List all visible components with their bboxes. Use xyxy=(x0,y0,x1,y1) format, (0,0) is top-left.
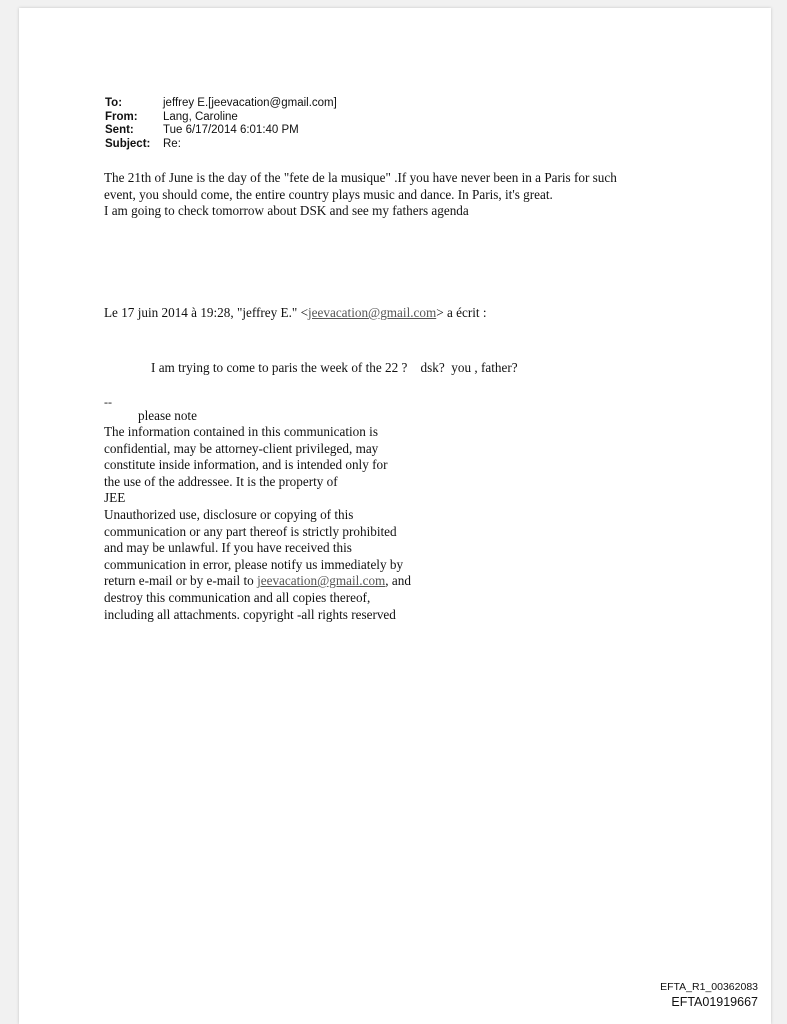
notify-prefix: return e-mail or by e-mail to xyxy=(104,573,258,589)
disclaimer-line xyxy=(104,573,411,590)
quote-attribution xyxy=(104,305,487,322)
disclaimer-line: confidential, may be attorney-client privileged, may xyxy=(104,440,379,456)
body-line: I am going to check tomorrow about DSK and see my fathers agenda xyxy=(104,203,469,219)
bates-id-primary: EFTA_R1_00362083 xyxy=(660,981,758,993)
quoted-message: I am trying to come to paris the week of the 22 ? dsk? you , father? xyxy=(151,360,518,375)
body-line: The 21th of June is the day of the "fete de la musique" .If you have never been in a Paris for such xyxy=(104,170,617,185)
disclaimer-line: destroy this communication and all copies thereof, xyxy=(104,589,371,605)
to-value: jeffrey E.[jeevacation@gmail.com] xyxy=(163,97,337,109)
from-row xyxy=(105,111,337,125)
disclaimer-line: communication in error, please notify us immediately by xyxy=(104,556,404,572)
sent-row xyxy=(105,124,337,138)
notify-email-link[interactable]: jeevacation@gmail.com xyxy=(257,573,386,589)
disclaimer-line: and may be unlawful. If you have received this xyxy=(104,540,352,556)
to-row xyxy=(105,97,337,111)
subject-row xyxy=(105,138,337,152)
message-body xyxy=(104,170,617,220)
subject-label: Subject: xyxy=(105,137,151,150)
from-value: Lang, Caroline xyxy=(163,110,238,123)
disclaimer-line: JEE xyxy=(104,490,126,506)
confidentiality-disclaimer xyxy=(104,424,411,623)
disclaimer-line: The information contained in this communication is xyxy=(104,424,378,439)
document-page xyxy=(19,8,771,1024)
disclaimer-line: Unauthorized use, disclosure or copying of this xyxy=(104,506,354,522)
attribution-email-link[interactable]: jeevacation@gmail.com xyxy=(308,305,437,320)
to-label: To: xyxy=(105,97,123,109)
body-line: event, you should come, the entire country plays music and dance. In Paris, it's great. xyxy=(104,186,553,202)
notify-suffix: , and xyxy=(385,573,411,589)
disclaimer-line: communication or any part thereof is strictly prohibited xyxy=(104,523,397,539)
sent-value: Tue 6/17/2014 6:01:40 PM xyxy=(163,124,299,137)
from-label: From: xyxy=(105,110,138,123)
subject-value: Re: xyxy=(163,137,181,150)
signature-dash: -- xyxy=(104,395,112,409)
signature-note: please note xyxy=(138,408,197,423)
disclaimer-line: constitute inside information, and is intended only for xyxy=(104,457,388,473)
bates-id-secondary: EFTA01919667 xyxy=(671,995,758,1009)
attribution-suffix: > a écrit : xyxy=(436,305,487,320)
document-footer xyxy=(660,980,758,1010)
disclaimer-line: including all attachments. copyright -all rights reserved xyxy=(104,606,396,622)
sent-label: Sent: xyxy=(105,124,134,137)
attribution-prefix: Le 17 juin 2014 à 19:28, "jeffrey E." < xyxy=(104,305,309,320)
disclaimer-line: the use of the addressee. It is the property of xyxy=(104,473,338,489)
email-header xyxy=(105,97,337,151)
